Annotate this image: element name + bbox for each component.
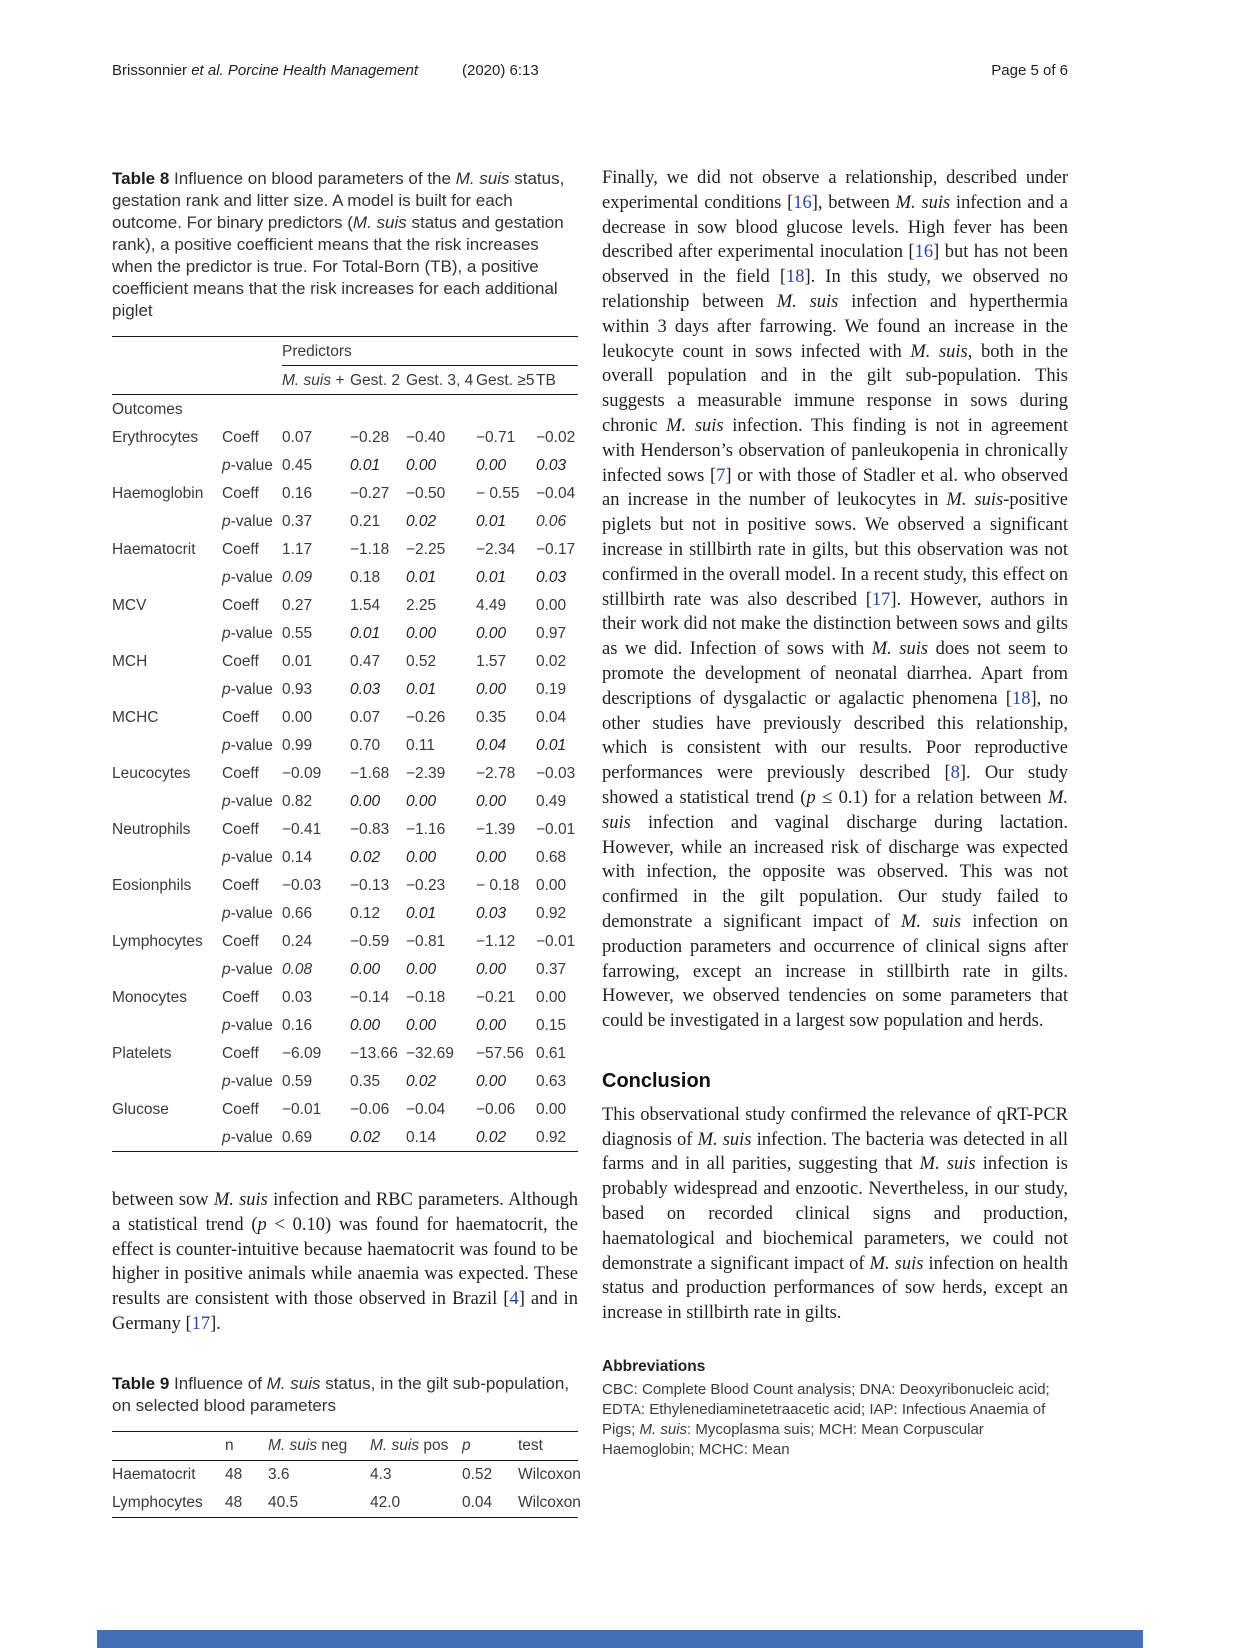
stat-label: Coeff — [222, 1044, 259, 1062]
table8-pvalue-row — [112, 675, 578, 703]
stat-label: p-value — [222, 960, 273, 978]
parameter-value: 0.04 — [462, 1494, 493, 1512]
p-value: 0.03 — [350, 680, 381, 698]
p-value: 0.12 — [350, 904, 381, 922]
coefficient-value: 0.03 — [282, 988, 313, 1006]
table8-coeff-row — [112, 871, 578, 899]
stat-label: Coeff — [222, 652, 259, 670]
parameter-name: Lymphocytes — [112, 1494, 203, 1512]
p-value: 0.59 — [282, 1072, 313, 1090]
p-value: 0.03 — [476, 904, 507, 922]
left-column — [112, 168, 581, 1518]
coefficient-value: −0.40 — [406, 428, 446, 446]
coefficient-value: −0.59 — [350, 932, 390, 950]
p-value: 0.93 — [282, 680, 313, 698]
table8-coeff-row — [112, 591, 578, 619]
p-value: 0.00 — [476, 624, 507, 642]
stat-label: p-value — [222, 736, 273, 754]
stat-label: Coeff — [222, 1100, 259, 1118]
coefficient-value: −0.01 — [536, 932, 576, 950]
p-value: 0.92 — [536, 1128, 567, 1146]
right-column — [602, 166, 1068, 1460]
p-value: 0.00 — [406, 848, 437, 866]
conclusion-heading: Conclusion — [602, 1069, 711, 1092]
p-value: 0.00 — [350, 1016, 381, 1034]
stat-label: p-value — [222, 1072, 273, 1090]
p-value: 0.00 — [406, 1016, 437, 1034]
p-value: 0.01 — [476, 568, 507, 586]
coefficient-value: −0.28 — [350, 428, 390, 446]
coefficient-value: 0.07 — [282, 428, 313, 446]
p-value: 0.02 — [350, 848, 381, 866]
coefficient-value: 0.04 — [536, 708, 567, 726]
p-value: 0.21 — [350, 512, 381, 530]
table8-pvalue-row — [112, 731, 578, 759]
citation-link[interactable]: 7 — [716, 465, 726, 486]
coefficient-value: −0.03 — [536, 764, 576, 782]
coefficient-value: −2.25 — [406, 540, 446, 558]
table9-column-header: n — [225, 1431, 268, 1460]
p-value: 0.00 — [476, 456, 507, 474]
coefficient-value: 2.25 — [406, 596, 437, 614]
p-value: 0.01 — [406, 680, 437, 698]
coefficient-value: −1.16 — [406, 820, 446, 838]
coefficient-value: −0.03 — [282, 876, 322, 894]
table9-column-header: M. suis pos — [370, 1431, 462, 1460]
coefficient-value: 0.47 — [350, 652, 381, 670]
coefficient-value: −57.56 — [476, 1044, 524, 1062]
stat-label: Coeff — [222, 484, 259, 502]
stat-label: Coeff — [222, 596, 259, 614]
p-value: 0.08 — [282, 960, 313, 978]
table9-spacer-cell — [112, 1431, 225, 1460]
p-value: 0.92 — [536, 904, 567, 922]
outcome-name: Monocytes — [112, 988, 187, 1006]
table9-column-header: M. suis neg — [268, 1431, 370, 1460]
coefficient-value: −1.18 — [350, 540, 390, 558]
outcome-name: Neutrophils — [112, 820, 191, 838]
table9-caption: Table 9 Influence of M. suis status, in the gilt sub-population, on selected blood parameters — [112, 1373, 570, 1415]
coefficient-value: −6.09 — [282, 1044, 322, 1062]
parameter-value: 48 — [225, 1494, 243, 1512]
parameter-value: Wilcoxon — [518, 1466, 581, 1484]
coefficient-value: −0.50 — [406, 484, 446, 502]
table8-pvalue-row — [112, 1067, 578, 1095]
p-value: 0.00 — [476, 680, 507, 698]
table8-coeff-row — [112, 1095, 578, 1123]
p-value: 0.16 — [282, 1016, 313, 1034]
outcome-name: Leucocytes — [112, 764, 191, 782]
running-head-authors-journal: Brissonnier et al. Porcine Health Management — [112, 62, 418, 79]
outcome-name: Haematocrit — [112, 540, 196, 558]
table8-column-header: Gest. 3, 4 — [406, 366, 476, 395]
table9-row — [112, 1460, 578, 1489]
p-value: 0.04 — [476, 736, 507, 754]
table8-pvalue-row — [112, 619, 578, 647]
stat-label: Coeff — [222, 428, 259, 446]
table8-coeff-row — [112, 647, 578, 675]
p-value: 0.14 — [406, 1128, 437, 1146]
coefficient-value: 0.00 — [536, 988, 567, 1006]
table8-coeff-row — [112, 703, 578, 731]
table8-pvalue-row — [112, 899, 578, 927]
outcome-name: Eosionphils — [112, 876, 192, 894]
table8-outcomes-label: Outcomes — [112, 400, 183, 418]
coefficient-value: 0.00 — [536, 876, 567, 894]
p-value: 0.03 — [536, 568, 567, 586]
coefficient-value: −0.06 — [350, 1100, 390, 1118]
table8-coeff-row — [112, 423, 578, 451]
p-value: 0.01 — [406, 904, 437, 922]
stat-label: Coeff — [222, 764, 259, 782]
outcome-name-empty — [112, 1067, 222, 1095]
outcome-name-empty — [112, 1011, 222, 1039]
stat-label: Coeff — [222, 876, 259, 894]
stat-label: p-value — [222, 680, 273, 698]
outcome-name: Lymphocytes — [112, 932, 203, 950]
running-head — [112, 62, 539, 79]
table8-pvalue-row — [112, 451, 578, 479]
coefficient-value: 0.16 — [282, 484, 313, 502]
coefficient-value: −0.06 — [476, 1100, 516, 1118]
stat-label: p-value — [222, 848, 273, 866]
parameter-value: 4.3 — [370, 1466, 392, 1484]
outcome-name-empty — [112, 731, 222, 759]
coefficient-value: 0.07 — [350, 708, 381, 726]
stat-label: p-value — [222, 792, 273, 810]
p-value: 0.00 — [476, 1072, 507, 1090]
p-value: 0.11 — [406, 736, 436, 754]
p-value: 0.68 — [536, 848, 567, 866]
table8-spacer-cell — [112, 366, 282, 395]
coefficient-value: −1.39 — [476, 820, 516, 838]
coefficient-value: −2.34 — [476, 540, 516, 558]
parameter-value: 48 — [225, 1466, 243, 1484]
citation-link[interactable]: 4 — [509, 1289, 519, 1310]
coefficient-value: 1.54 — [350, 596, 381, 614]
stat-label: Coeff — [222, 708, 259, 726]
p-value: 0.45 — [282, 456, 313, 474]
coefficient-value: 1.17 — [282, 540, 313, 558]
table8-column-header: Gest. ≥5 — [476, 366, 536, 395]
citation-link[interactable]: 18 — [1011, 688, 1031, 709]
outcome-name-empty — [112, 619, 222, 647]
p-value: 0.01 — [350, 456, 381, 474]
coefficient-value: −0.23 — [406, 876, 446, 894]
parameter-name: Haematocrit — [112, 1466, 196, 1484]
coefficient-value: −0.18 — [406, 988, 446, 1006]
coefficient-value: −0.27 — [350, 484, 390, 502]
coefficient-value: −1.12 — [476, 932, 516, 950]
citation-link[interactable]: 16 — [914, 242, 934, 263]
table8-column-header: Gest. 2 — [350, 366, 406, 395]
table8-predictors-header: Predictors — [282, 337, 578, 366]
coefficient-value: −0.21 — [476, 988, 516, 1006]
outcome-name-empty — [112, 787, 222, 815]
p-value: 0.01 — [476, 512, 507, 530]
bottom-banner-strip — [97, 1630, 1143, 1648]
outcome-name-empty — [112, 1123, 222, 1152]
stat-label: Coeff — [222, 540, 259, 558]
p-value: 0.97 — [536, 624, 567, 642]
table9-header-row — [112, 1431, 578, 1460]
p-value: 0.49 — [536, 792, 567, 810]
stat-label: Coeff — [222, 820, 259, 838]
parameter-value: 42.0 — [370, 1494, 401, 1512]
outcome-name: Erythrocytes — [112, 428, 199, 446]
outcome-name-empty — [112, 507, 222, 535]
p-value: 0.00 — [476, 960, 507, 978]
table8-header-row — [112, 366, 578, 395]
parameter-value: 0.52 — [462, 1466, 493, 1484]
table8-spacer-cell — [112, 337, 282, 366]
table8-coeff-row — [112, 479, 578, 507]
coefficient-value: 0.01 — [282, 652, 313, 670]
coefficient-value: −2.39 — [406, 764, 446, 782]
p-value: 0.00 — [476, 848, 507, 866]
table9-row — [112, 1489, 578, 1518]
coefficient-value: −0.04 — [536, 484, 576, 502]
table8-pvalue-row — [112, 1123, 578, 1152]
coefficient-value: −0.41 — [282, 820, 322, 838]
table8-pvalue-row — [112, 507, 578, 535]
coefficient-value: − 0.55 — [476, 484, 520, 502]
coefficient-value: −13.66 — [350, 1044, 398, 1062]
outcome-name-empty — [112, 955, 222, 983]
coefficient-value: 1.57 — [476, 652, 507, 670]
coefficient-value: −0.13 — [350, 876, 390, 894]
coefficient-value: 4.49 — [476, 596, 507, 614]
outcome-name-empty — [112, 451, 222, 479]
table8-pvalue-row — [112, 787, 578, 815]
table8-coeff-row — [112, 1039, 578, 1067]
p-value: 0.00 — [406, 456, 437, 474]
p-value: 0.01 — [350, 624, 381, 642]
stat-label: p-value — [222, 456, 273, 474]
table8 — [112, 336, 578, 1152]
p-value: 0.99 — [282, 736, 313, 754]
table8-caption: Table 8 Influence on blood parameters of the M. suis status, gestation rank and litter size. A model is built for each outcome. For binary predictors (M. suis status and gestation rank), a positive coefficient means that the risk increases when the predictor is true. For Total-Born (TB), a positive coefficient means that the risk increases for each additional piglet — [112, 169, 565, 320]
p-value: 0.00 — [406, 624, 437, 642]
coefficient-value: 0.35 — [476, 708, 507, 726]
coefficient-value: −0.04 — [406, 1100, 446, 1118]
p-value: 0.82 — [282, 792, 313, 810]
p-value: 0.01 — [536, 736, 567, 754]
p-value: 0.09 — [282, 568, 313, 586]
coefficient-value: − 0.18 — [476, 876, 520, 894]
citation-link[interactable]: 17 — [871, 589, 891, 610]
table8-column-header: TB — [536, 366, 578, 395]
p-value: 0.02 — [406, 512, 437, 530]
p-value: 0.55 — [282, 624, 313, 642]
p-value: 0.00 — [406, 792, 437, 810]
citation-link[interactable]: 16 — [793, 192, 812, 213]
page-header — [112, 62, 1068, 79]
page-number: Page 5 of 6 — [991, 62, 1068, 79]
table8-pvalue-row — [112, 563, 578, 591]
coefficient-value: −0.17 — [536, 540, 576, 558]
p-value: 0.00 — [476, 1016, 507, 1034]
p-value: 0.00 — [476, 792, 507, 810]
p-value: 0.70 — [350, 736, 381, 754]
stat-label: p-value — [222, 1128, 273, 1146]
outcome-name-empty — [112, 563, 222, 591]
coefficient-value: 0.27 — [282, 596, 313, 614]
coefficient-value: 0.02 — [536, 652, 567, 670]
coefficient-value: −1.68 — [350, 764, 390, 782]
table8-outcomes-row — [112, 395, 578, 424]
coefficient-value: −0.14 — [350, 988, 390, 1006]
coefficient-value: −0.71 — [476, 428, 516, 446]
p-value: 0.63 — [536, 1072, 567, 1090]
outcome-name: Platelets — [112, 1044, 172, 1062]
p-value: 0.02 — [350, 1128, 381, 1146]
stat-label: p-value — [222, 512, 273, 530]
stat-label: p-value — [222, 904, 273, 922]
stat-label: p-value — [222, 624, 273, 642]
table9-column-header: test — [518, 1431, 578, 1460]
parameter-value: 40.5 — [268, 1494, 299, 1512]
coefficient-value: 0.61 — [536, 1044, 567, 1062]
p-value: 0.00 — [350, 792, 381, 810]
coefficient-value: −0.81 — [406, 932, 446, 950]
outcome-name-empty — [112, 843, 222, 871]
outcome-name: Haemoglobin — [112, 484, 204, 502]
table8-coeff-row — [112, 815, 578, 843]
table8-coeff-row — [112, 983, 578, 1011]
outcome-name: Glucose — [112, 1100, 169, 1118]
coefficient-value: 0.00 — [536, 1100, 567, 1118]
p-value: 0.66 — [282, 904, 313, 922]
p-value: 0.15 — [536, 1016, 567, 1034]
outcome-name-empty — [112, 675, 222, 703]
coefficient-value: −0.02 — [536, 428, 576, 446]
table8-pvalue-row — [112, 843, 578, 871]
discussion-paragraph: Finally, we did not observe a relationship, described under experimental conditions [16], between M. suis infection and a decrease in sow blood glucose levels. High fever has been described after experimental inoculation [16] but has not been observed in the field [18]. In this study, we observed no relationship between M. suis infection and hyperthermia within 3 days after farrowing. We found an increase in the leukocyte count in sows infected with M. suis, both in the overall population and in the gilt sub-population. This suggests a measurable immune response in sows during chronic M. suis infection. This finding is not in agreement with Henderson’s observation of panleukopenia in chronically infected sows [7] or with those of Stadler et al. who observed an increase in the number of leukocytes in M. suis-positive piglets but not in positive sows. We observed a significant increase in stillbirth rate in gilts, but this observation was not confirmed in the overall model. In a recent study, this effect on stillbirth rate was also described [17]. However, authors in their work did not make the distinction between sows and gilts as we did. Infection of sows with M. suis does not seem to promote the development of neonatal diarrhea. Apart from descriptions of dysgalactic or agalactic phenomena [18], no other studies have previously described this relationship, which is consistent with our results. Poor reproductive performances were previously described [8]. Our study showed a statistical trend (p ≤ 0.1) for a relation between M. suis infection and vaginal discharge during lactation. However, while an increased risk of discharge was expected with infection, the opposite was observed. This was not confirmed in the gilt population. Our study failed to demonstrate a significant impact of M. suis infection on production parameters and occurrence of clinical signs after farrowing, except an increase in stillbirth rate in gilts. However, we observed tendencies on some parameters that could be investigated in a largest sow population and herds. — [602, 168, 1069, 1032]
table8-coeff-row — [112, 927, 578, 955]
p-value: 0.00 — [406, 960, 437, 978]
parameter-value: 3.6 — [268, 1466, 290, 1484]
coefficient-value: 0.00 — [282, 708, 313, 726]
coefficient-value: −0.01 — [536, 820, 576, 838]
coefficient-value: 0.00 — [536, 596, 567, 614]
parameter-value: Wilcoxon — [518, 1494, 581, 1512]
stat-label: p-value — [222, 568, 273, 586]
p-value: 0.00 — [350, 960, 381, 978]
table8-pvalue-row — [112, 1011, 578, 1039]
coefficient-value: −0.01 — [282, 1100, 322, 1118]
table9-column-header: p — [462, 1431, 518, 1460]
p-value: 0.06 — [536, 512, 567, 530]
p-value: 0.01 — [406, 568, 437, 586]
stat-label: Coeff — [222, 932, 259, 950]
coefficient-value: −2.78 — [476, 764, 516, 782]
abbreviations-heading: Abbreviations — [602, 1358, 706, 1376]
coefficient-value: −0.83 — [350, 820, 390, 838]
table8-coeff-row — [112, 759, 578, 787]
coefficient-value: −0.09 — [282, 764, 322, 782]
table8-coeff-row — [112, 535, 578, 563]
coefficient-value: −0.26 — [406, 708, 446, 726]
table8-pvalue-row — [112, 955, 578, 983]
coefficient-value: −32.69 — [406, 1044, 454, 1062]
table8-column-header: M. suis + — [282, 366, 350, 395]
p-value: 0.02 — [406, 1072, 437, 1090]
stat-label: Coeff — [222, 988, 259, 1006]
conclusion-paragraph: This observational study confirmed the relevance of qRT-PCR diagnosis of M. suis infection. The bacteria was detected in all farms and in all parities, suggesting that M. suis infection is probably widespread and enzootic. Nevertheless, in our study, based on recorded clinical signs and production, haematological and biochemical parameters, we could not demonstrate a significant impact of M. suis infection on health status and production performances of sow herds, except an increase in stillbirth rate in gilts. — [602, 1104, 1068, 1324]
outcome-name: MCHC — [112, 708, 159, 726]
p-value: 0.37 — [282, 512, 313, 530]
p-value: 0.03 — [536, 456, 567, 474]
citation-link[interactable]: 17 — [191, 1313, 211, 1334]
p-value: 0.14 — [282, 848, 313, 866]
running-head-citation: (2020) 6:13 — [462, 62, 539, 79]
p-value: 0.37 — [536, 960, 567, 978]
stat-label: p-value — [222, 1016, 273, 1034]
coefficient-value: 0.24 — [282, 932, 313, 950]
abbreviations-text: CBC: Complete Blood Count analysis; DNA: Deoxyribonucleic acid; EDTA: Ethylenediaminetetraacetic acid; IAP: Infectious Anaemia of Pigs; M. suis: Mycoplasma suis; MCH: Mean Corpuscular Haemoglobin; MCHC: Mean — [602, 1381, 1050, 1459]
outcome-name: MCH — [112, 652, 148, 670]
citation-link[interactable]: 8 — [950, 763, 960, 784]
p-value: 0.69 — [282, 1128, 313, 1146]
p-value: 0.02 — [476, 1128, 507, 1146]
outcome-name: MCV — [112, 596, 147, 614]
p-value: 0.19 — [536, 680, 567, 698]
p-value: 0.35 — [350, 1072, 381, 1090]
coefficient-value: 0.52 — [406, 652, 437, 670]
table9 — [112, 1431, 581, 1518]
citation-link[interactable]: 18 — [785, 267, 805, 288]
left-column-paragraph: between sow M. suis infection and RBC parameters. Although a statistical trend (p < 0.10) was found for haematocrit, the effect is counter-intuitive because haematocrit was found to be higher in positive animals while anaemia was expected. These results are consistent with those observed in Brazil [4] and in Germany [17]. — [112, 1190, 578, 1334]
outcome-name-empty — [112, 899, 222, 927]
p-value: 0.18 — [350, 568, 381, 586]
table8-predictors-row — [112, 337, 578, 366]
